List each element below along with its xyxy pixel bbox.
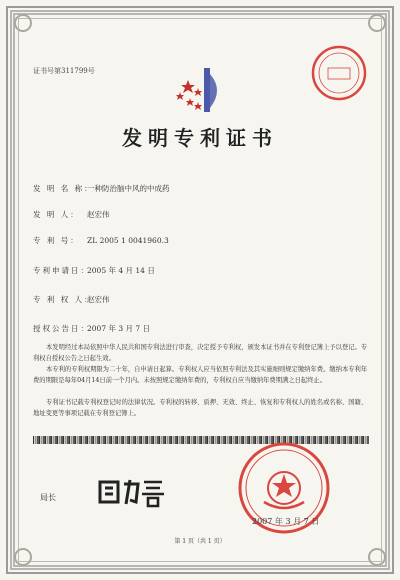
field-inventor	[33, 209, 110, 220]
certificate-number: 证书号第311799号	[33, 67, 95, 75]
field-value: ZL 2005 1 0041960.3	[87, 236, 169, 245]
field-label: 专 利 号：	[33, 236, 80, 245]
patent-office-emblem-icon	[174, 66, 226, 116]
field-value: 一种防治脑中风的中成药	[87, 184, 170, 193]
field-patent-number	[33, 235, 169, 246]
field-grant-date	[33, 323, 150, 334]
field-label: 授权公告日：	[33, 324, 90, 333]
corner-ornament-icon	[368, 14, 386, 32]
body-paragraph-1: 本发明经过本局依照中华人民共和国专利法进行审查，决定授予专利权，颁发本证书并在专利登记簿上予以登记。专利权自授权公告之日起生效。	[33, 344, 368, 362]
corner-ornament-icon	[368, 548, 386, 566]
field-invention-name	[33, 183, 170, 194]
field-value: 赵宏伟	[87, 295, 110, 304]
field-label: 发 明 名 称：	[33, 184, 94, 193]
field-label: 专 利 权 人：	[33, 295, 94, 304]
page-footer: 第 1 页（共 1 页）	[174, 538, 226, 545]
patent-office-stamp-icon	[310, 44, 368, 102]
corner-ornament-icon	[14, 548, 32, 566]
certificate-title: 发明专利证书	[122, 126, 278, 150]
field-value: 赵宏伟	[87, 210, 110, 219]
corner-ornament-icon	[14, 14, 32, 32]
director-label: 局长	[40, 493, 56, 502]
field-patentee	[33, 294, 110, 305]
field-application-date	[33, 265, 155, 276]
director-signature-icon	[96, 476, 166, 508]
body-paragraph-2: 本专利的专利权期限为二十年，自申请日起算。专利权人应当依照专利法及其实施细则规定缴纳年费。缴纳本专利年费的期限是每年04月14日前一个月内。未按照规定缴纳年费的，专利权自应当缴纳年费期满之日起终止。	[33, 366, 368, 384]
field-value: 2007 年 3 月 7 日	[87, 324, 151, 333]
seal-date: 2007 年 3 月 7 日	[252, 517, 320, 526]
field-value: 2005 年 4 月 14 日	[87, 266, 155, 275]
body-paragraph-3: 专利证书记载专利权登记时的法律状况。专利权的转移、质押、无效、终止、恢复和专利权人的姓名或名称、国籍、地址变更等事项记载在专利登记簿上。	[33, 399, 368, 417]
field-label: 专利申请日：	[33, 266, 90, 275]
field-label: 发 明 人：	[33, 210, 80, 219]
